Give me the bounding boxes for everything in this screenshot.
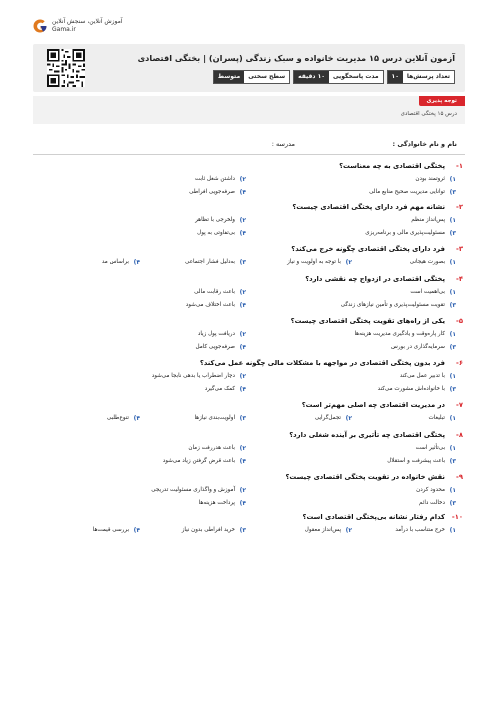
options-row <box>33 173 465 185</box>
qr-code-icon <box>47 49 85 87</box>
option-text: کار پاره‌وقت و یادگیری مدیریت هزینه‌ها <box>354 331 445 337</box>
answer-option[interactable] <box>198 328 249 340</box>
answer-option[interactable] <box>365 227 459 239</box>
answer-option[interactable] <box>305 524 355 536</box>
option-text: باعث پیشرفت و استقلال <box>387 458 445 464</box>
question-text: پختگی اقتصادی چه تأثیری بر آینده شغلی دارد؟ <box>289 431 445 439</box>
option-text: به‌دلیل فشار اجتماعی <box>185 259 235 265</box>
question-item <box>33 243 465 268</box>
option-number: ۳) <box>449 457 456 465</box>
answer-option[interactable] <box>416 484 459 496</box>
answer-option[interactable] <box>354 328 459 340</box>
exam-header <box>33 44 465 92</box>
name-field-label: نام و نام خانوادگی : <box>392 140 457 148</box>
question-number: ۱- <box>456 162 463 170</box>
question-item <box>33 471 465 509</box>
meta-duration <box>293 70 383 84</box>
answer-option[interactable] <box>341 299 459 311</box>
question-text: فرد بدون پختگی اقتصادی در مواجهه با مشکلات مالی چگونه عمل می‌کند؟ <box>199 359 445 367</box>
answer-option[interactable] <box>185 256 249 268</box>
question-item <box>33 201 465 239</box>
option-number: ۳) <box>449 188 456 196</box>
options-row <box>33 412 465 424</box>
meta-value: متوسط <box>214 71 244 83</box>
options-row <box>33 484 465 496</box>
question-header <box>33 243 465 255</box>
option-number: ۴) <box>133 258 140 266</box>
option-number: ۳) <box>239 414 246 422</box>
question-header <box>33 357 465 369</box>
answer-option[interactable] <box>315 412 355 424</box>
option-text: با خانواده‌اش مشورت می‌کند <box>377 386 445 392</box>
option-number: ۱) <box>449 526 456 534</box>
option-number: ۲) <box>239 444 246 452</box>
question-item <box>33 399 465 424</box>
section-box <box>33 96 465 124</box>
option-text: پرداخت هزینه‌ها <box>198 500 235 506</box>
question-number: ۹- <box>456 473 463 481</box>
question-item <box>33 511 465 536</box>
answer-option[interactable] <box>151 484 249 496</box>
answer-option[interactable] <box>195 173 249 185</box>
question-header <box>33 429 465 441</box>
answer-option[interactable] <box>391 341 459 353</box>
school-field-label: مدرسه : <box>271 140 295 148</box>
option-text: بی‌تفاوتی به پول <box>197 230 235 236</box>
section-description: درس ۱۵ پختگی اقتصادی <box>400 111 457 117</box>
answer-option[interactable] <box>194 286 249 298</box>
option-number: ۲) <box>239 372 246 380</box>
question-item <box>33 429 465 467</box>
option-number: ۳) <box>239 526 246 534</box>
option-number: ۳) <box>239 258 246 266</box>
question-text: پختگی اقتصادی در ازدواج چه نقشی دارد؟ <box>305 275 445 283</box>
answer-option[interactable] <box>199 497 249 509</box>
options-row <box>33 256 465 268</box>
option-number: ۱) <box>449 330 456 338</box>
options-row <box>33 524 465 536</box>
answer-option[interactable] <box>415 173 459 185</box>
options-row <box>33 214 465 226</box>
option-number: ۱) <box>449 414 456 422</box>
answer-option[interactable] <box>188 442 249 454</box>
option-text: آموزش و واگذاری مسئولیت تدریجی <box>151 487 235 493</box>
option-text: کمک می‌گیرد <box>204 386 235 392</box>
options-row <box>33 186 465 198</box>
options-row <box>33 442 465 454</box>
question-item <box>33 160 465 198</box>
options-row <box>33 328 465 340</box>
option-number: ۳) <box>449 229 456 237</box>
answer-option[interactable] <box>429 412 459 424</box>
option-number: ۳) <box>449 343 456 351</box>
answer-option[interactable] <box>400 370 459 382</box>
option-text: صرفه‌جویی کامل <box>195 344 235 350</box>
options-row <box>33 370 465 382</box>
question-number: ۳- <box>456 245 463 253</box>
option-text: تقویت مسئولیت‌پذیری و تأمین نیازهای زندگی <box>340 302 445 308</box>
brand-name: آموزش آنلاین، سنجش آنلاین <box>52 18 123 25</box>
answer-option[interactable] <box>196 341 249 353</box>
options-row <box>33 383 465 395</box>
brand-url[interactable]: Gama.ir <box>52 26 76 33</box>
option-text: دچار اضطراب یا بدهی نابجا می‌شود <box>151 373 235 379</box>
option-number: ۲) <box>239 175 246 183</box>
meta-value: ۱۰ <box>388 71 403 83</box>
option-number: ۱) <box>449 288 456 296</box>
meta-difficulty <box>213 70 290 84</box>
option-text: خرج متناسب با درآمد <box>395 527 445 533</box>
answer-option[interactable] <box>194 412 249 424</box>
question-header <box>33 471 465 483</box>
option-text: تنوع‌طلبی <box>106 415 129 421</box>
option-text: باعث قرض گرفتن زیاد می‌شود <box>162 458 235 464</box>
option-number: ۴) <box>239 499 246 507</box>
option-text: باعث اختلاف می‌شود <box>185 302 235 308</box>
option-number: ۱) <box>449 175 456 183</box>
option-text: تبلیغات <box>428 415 445 421</box>
answer-option[interactable] <box>387 455 459 467</box>
options-row <box>33 286 465 298</box>
answer-option[interactable] <box>419 497 459 509</box>
divider <box>33 154 465 155</box>
question-number: ۷- <box>456 401 463 409</box>
option-text: ولخرجی با تظاهر <box>195 217 235 223</box>
answer-option[interactable] <box>182 524 249 536</box>
option-text: با توجه به اولویت و نیاز <box>287 259 341 265</box>
option-text: براساس مد <box>101 259 129 265</box>
brand <box>32 18 123 34</box>
option-number: ۴) <box>133 526 140 534</box>
question-header <box>33 315 465 327</box>
question-number: ۱۰- <box>451 513 463 521</box>
answer-option[interactable] <box>186 299 249 311</box>
option-text: بی‌تأثیر است <box>415 445 445 451</box>
option-text: بی‌اهمیت است <box>410 289 445 295</box>
option-number: ۲) <box>239 288 246 296</box>
exam-meta <box>213 70 455 84</box>
option-text: داشتن شغل ثابت <box>194 176 235 182</box>
option-number: ۱) <box>449 216 456 224</box>
option-number: ۴) <box>239 301 246 309</box>
option-text: باعث رقابت مالی <box>194 289 235 295</box>
option-text: دریافت پول زیاد <box>197 331 235 337</box>
answer-option[interactable] <box>395 524 459 536</box>
option-text: پس‌انداز منظم <box>411 217 445 223</box>
exam-title: آزمون آنلاین درس ۱۵ مدیریت خانواده و سبک زندگی (پسران) | بختگی اقتصادی <box>137 53 455 63</box>
answer-option[interactable] <box>410 256 459 268</box>
answer-option[interactable] <box>197 227 249 239</box>
option-text: سرمایه‌گذاری در بورس <box>391 344 445 350</box>
option-number: ۲) <box>345 414 352 422</box>
answer-option[interactable] <box>163 455 249 467</box>
options-row <box>33 299 465 311</box>
question-text: نقش خانواده در تقویت پختگی اقتصادی چیست؟ <box>285 473 445 481</box>
answer-option[interactable] <box>411 214 459 226</box>
option-number: ۱) <box>449 444 456 452</box>
answer-option[interactable] <box>369 186 459 198</box>
question-item <box>33 273 465 311</box>
answer-option[interactable] <box>93 524 143 536</box>
options-row <box>33 455 465 467</box>
question-text: کدام رفتار نشانه بی‌پختگی اقتصادی است؟ <box>302 513 445 521</box>
option-number: ۳) <box>449 385 456 393</box>
option-number: ۴) <box>239 343 246 351</box>
option-text: بررسی قیمت‌ها <box>92 527 129 533</box>
option-number: ۲) <box>345 526 352 534</box>
option-text: دخالت دائم <box>419 500 445 506</box>
answer-option[interactable] <box>416 442 459 454</box>
option-number: ۱) <box>449 486 456 494</box>
question-number: ۴- <box>456 275 463 283</box>
question-number: ۵- <box>456 317 463 325</box>
option-text: اولویت‌بندی نیازها <box>194 415 235 421</box>
option-text: پس‌انداز معقول <box>304 527 341 533</box>
option-number: ۲) <box>239 216 246 224</box>
option-text: با تدبیر عمل می‌کند <box>399 373 445 379</box>
option-number: ۴) <box>239 385 246 393</box>
question-number: ۸- <box>456 431 463 439</box>
answer-option[interactable] <box>102 256 143 268</box>
option-number: ۳) <box>449 301 456 309</box>
option-number: ۲) <box>239 486 246 494</box>
section-tag: توجه پذیری <box>419 96 466 106</box>
meta-question-count <box>387 70 455 84</box>
meta-key: سطح سختی <box>248 73 286 80</box>
question-text: پختگی اقتصادی به چه معناست؟ <box>339 162 445 170</box>
answer-option[interactable] <box>378 383 459 395</box>
question-header <box>33 399 465 411</box>
question-number: ۶- <box>456 359 463 367</box>
option-text: توانایی مدیریت صحیح منابع مالی <box>369 189 445 195</box>
option-number: ۲) <box>345 258 352 266</box>
options-row <box>33 227 465 239</box>
answer-option[interactable] <box>195 214 249 226</box>
answer-option[interactable] <box>205 383 249 395</box>
option-number: ۲) <box>239 330 246 338</box>
option-text: بصورت هیجانی <box>409 259 445 265</box>
option-text: محدود کردن <box>416 487 445 493</box>
options-row <box>33 497 465 509</box>
question-header <box>33 160 465 172</box>
meta-value: ۱۰ دقیقه <box>294 71 329 83</box>
option-text: ثروتمند بودن <box>415 176 445 182</box>
option-number: ۴) <box>239 188 246 196</box>
option-text: مسئولیت‌پذیری مالی و برنامه‌ریزی <box>365 230 445 236</box>
answer-option[interactable] <box>152 370 249 382</box>
meta-key: مدت پاسخگویی <box>332 73 379 80</box>
answer-option[interactable] <box>410 286 459 298</box>
option-text: باعث هدررفت زمان <box>188 445 235 451</box>
question-item <box>33 357 465 395</box>
question-text: فرد دارای پختگی اقتصادی چگونه خرج می‌کند؟ <box>291 245 445 253</box>
option-number: ۳) <box>449 499 456 507</box>
question-text: در مدیریت اقتصادی چه اصلی مهم‌تر است؟ <box>301 401 445 409</box>
question-number: ۲- <box>456 203 463 211</box>
gama-logo-icon[interactable] <box>32 18 48 34</box>
option-number: ۴) <box>239 229 246 237</box>
answer-option[interactable] <box>189 186 249 198</box>
option-number: ۴) <box>133 414 140 422</box>
options-row <box>33 341 465 353</box>
option-number: ۱) <box>449 258 456 266</box>
answer-option[interactable] <box>287 256 355 268</box>
option-text: تجمل‌گرایی <box>314 415 341 421</box>
question-text: یکی از راه‌های تقویت پختگی اقتصادی چیست؟ <box>290 317 445 325</box>
question-header <box>33 201 465 213</box>
option-text: خرید افراطی بدون نیاز <box>181 527 235 533</box>
answer-option[interactable] <box>107 412 143 424</box>
option-number: ۴) <box>239 457 246 465</box>
meta-key: تعداد پرسش‌ها <box>406 73 450 80</box>
question-header <box>33 511 465 523</box>
question-text: نشانه مهم فرد دارای پختگی اقتصادی چیست؟ <box>292 203 445 211</box>
question-item <box>33 315 465 353</box>
option-text: صرفه‌جویی افراطی <box>189 189 235 195</box>
question-header <box>33 273 465 285</box>
option-number: ۱) <box>449 372 456 380</box>
